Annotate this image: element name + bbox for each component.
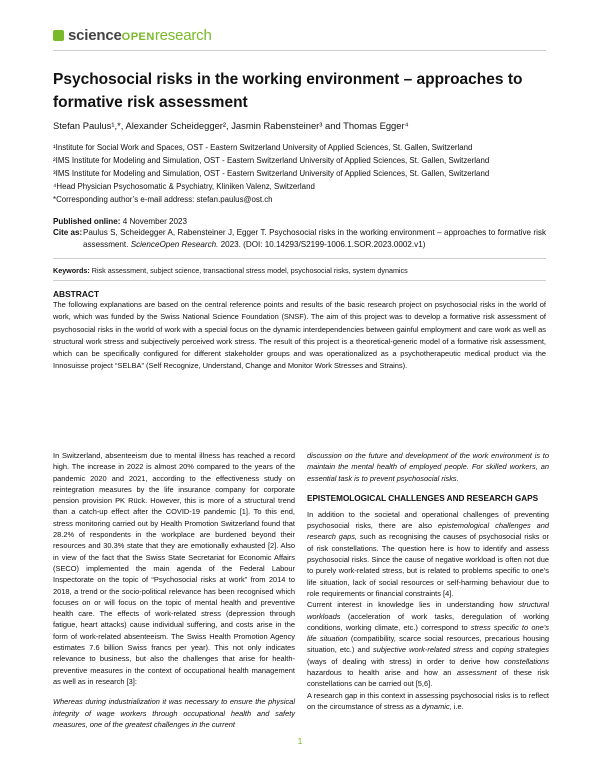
body-paragraph: In Switzerland, absenteeism due to mental illness has reached a record high. The increase in 2022 is almost 20% compared to the years of the pandemic 2020 and 2021, according to the effectiveness study on reintegration measures by the life insurance company for corporate pension provision PK Rück. However, this is more of a structural trend than a catch-up effect after the COVID-19 pandemic [1]. To this end, stress monitoring carried out by Health Promotion Switzerland found that 28.2% of respondents in the workplace are burdened beyond their resources and 30.3% state that they are emotionally exhausted [2]. Also in view of the fact that the Swiss State Secretariat for Economic Affairs (SECO) implemented the main agenda of the Federal Labour Inspectorate on the topic of “Psychosocial risks at work” from 2014 to 2018, a trend or the socio-political relevance has been recognised which focuses on or will focus on the topic of mental health and preventive health care. The effects of work-related stress (depression through fatigue, heart attacks) cause individual suffering, and costs arise in the form of work-related absenteeism. The Swiss Health Promotion Agency estimates 7.6 billion Swiss francs per year). This not only indicates relevance to business, but also the challenges that arise for health-preventive measures in the context of occupational health management as well as in research [3]: bbox=[53, 451, 295, 686]
body-paragraph: In addition to the societal and operational challenges of preventing psychosocial risks, there are also epistemological challenges and research gaps, such as recognising the causes of psychosocial risks or of risk constellations. The question here is how to identify and assess psychosocial risks. Since the cause of negative workload is often not due to purely work-related stress, but is related to problems specific to one’s life situation, lack of social resources or self-harming behaviour due to role requirements or financial constraints [4]. bbox=[307, 509, 550, 598]
citation-line bbox=[53, 227, 546, 250]
published-date-line bbox=[53, 216, 546, 227]
published-label: Published online: bbox=[53, 217, 121, 226]
abstract-heading: ABSTRACT bbox=[53, 289, 100, 299]
logo-mark bbox=[53, 30, 64, 41]
paper-title: Psychosocial risks in the working environment – approaches to formative risk assessment bbox=[53, 71, 523, 111]
meta-divider bbox=[53, 258, 546, 259]
published-date: 4 November 2023 bbox=[122, 217, 188, 226]
affiliation-3: ³IMS Institute for Modeling and Simulation, OST - Eastern Switzerland University of Applied Sciences, St. Gallen, Switzerland bbox=[53, 168, 490, 178]
corresponding-email[interactable]: *Corresponding author’s e-mail address: stefan.paulus@ost.ch bbox=[53, 194, 273, 204]
affiliation-2: ²IMS Institute for Modeling and Simulation, OST - Eastern Switzerland University of Applied Sciences, St. Gallen, Switzerland bbox=[53, 155, 490, 165]
scienceopen-logo bbox=[53, 27, 212, 43]
page-number: 1 bbox=[297, 736, 303, 746]
doi-text[interactable]: 2023. (DOI: 10.14293/S2199-1006.1.SOR.2023.0002.v1) bbox=[220, 239, 426, 249]
keywords-divider bbox=[53, 280, 546, 281]
author-list: Stefan Paulus¹,*, Alexander Scheidegger², Jasmin Rabensteiner³ and Thomas Egger⁴ bbox=[53, 120, 409, 131]
affiliation-4: ⁴Head Physician Psychosomatic & Psychiatry, Kliniken Valenz, Switzerland bbox=[53, 181, 315, 191]
keywords bbox=[53, 266, 408, 275]
journal-name: ScienceOpen Research. bbox=[130, 239, 219, 249]
cite-label: Cite as: bbox=[53, 228, 83, 238]
keywords-label: Keywords: bbox=[53, 266, 90, 275]
body-column-left bbox=[53, 450, 295, 730]
body-column-right bbox=[307, 450, 549, 712]
section-heading: EPISTEMOLOGICAL CHALLENGES AND RESEARCH GAPS bbox=[307, 493, 539, 503]
abstract-text: The following explanations are based on the central reference points and results of the basic research project on psychosocial risks in the world of work, which was funded by the Swiss National Science Foundation (SNSF). The aim of this project was to develop a formative risk assessment of psychosocial risks in the world of work with a special focus on the dynamic interdependencies between gainful employment and care work as well as structural work stress and subjectively perceived work stress. The result of this project is a theoretical-generic model of a formative risk assessment, which can be specifically configured for different stakeholder groups and was operationalized as a psychotherapeutic medical product via the Innosuisse project “SELBA” (Self Recognize, Understand, Change and Monitor Work Stresses and Strains). bbox=[53, 300, 546, 371]
affiliation-1: ¹Institute for Social Work and Spaces, OST - Eastern Switzerland University of Applied Sciences, St. Gallen, Switzerland bbox=[53, 143, 473, 152]
keywords-text: Risk assessment, subject science, transactional stress model, psychosocial risks, system dynamics bbox=[91, 266, 408, 275]
logo-text: scienceOPENresearch bbox=[68, 26, 212, 44]
body-paragraph: Current interest in knowledge lies in understanding how structural workloads (acceleration of work tasks, deregulation of working conditions, working climate, etc.) correspond to stress specific to one’s life situation (compatibility, scarce social resources, precarious housing situation, etc.) and subjective work-related stress and coping strategies (ways of dealing with stress) in order to derive how constellations hazardous to health arise and how an assessment of these risk constellations can be carried out [5,6]. bbox=[307, 600, 550, 689]
header-divider bbox=[53, 50, 546, 51]
body-quote-continued: discussion on the future and development of the work environment is to maintain the mental health of employed people. For skilled workers, an essential task is to prevent psychosocial risks. bbox=[307, 451, 549, 483]
body-paragraph: A research gap in this context in assessing psychosocial risks is to reflect on the circumstance of stress as a dynamic, i.e. bbox=[307, 690, 549, 711]
affiliations bbox=[53, 142, 489, 207]
cite-text: Paulus S, Scheidegger A, Rabensteiner J, Egger T. Psychosocial risks in the working environment – approaches to formative risk assessment. ScienceOpen Research. 2023. (DOI: 10.14293/S2199-1006.1.SOR.2023.0002.v1) bbox=[83, 228, 546, 249]
publication-info bbox=[53, 216, 546, 250]
body-quote: Whereas during industrialization it was necessary to ensure the physical integrity of wage workers through occupational health and safety measures, one of the greatest challenges in the current bbox=[53, 697, 295, 729]
